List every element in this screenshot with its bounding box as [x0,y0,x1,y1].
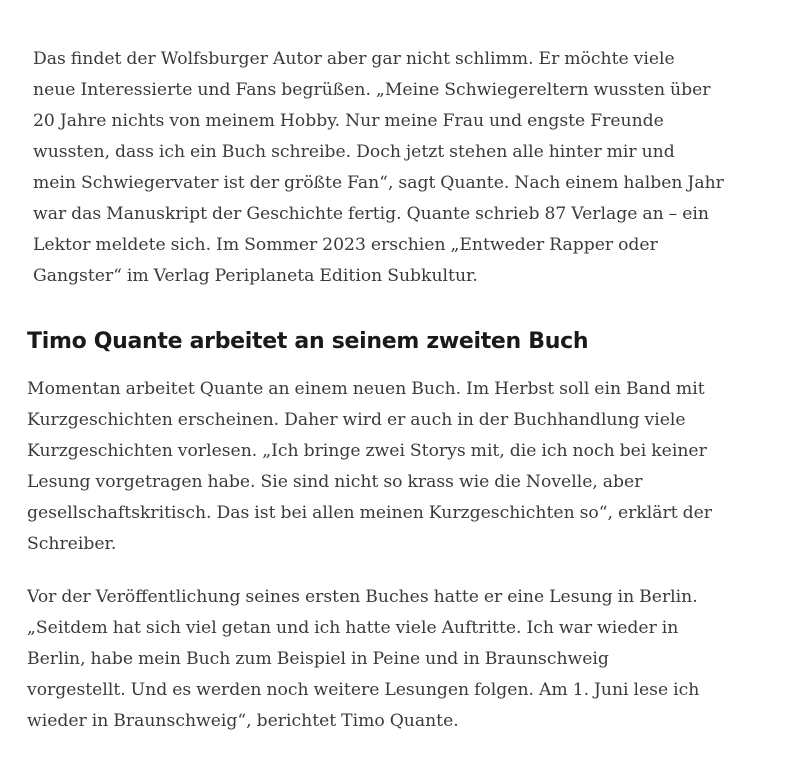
text-line: Kurzgeschichten erscheinen. Daher wird er auch in der Buchhandlung viele [27,410,686,430]
section-heading: Timo Quante arbeitet an seinem zweiten Buch [27,329,589,354]
article-paragraph-2 [27,374,762,560]
text-line: Kurzgeschichten vorlesen. „Ich bringe zwei Storys mit, die ich noch bei keiner [27,441,707,461]
text-line: Lesung vorgetragen habe. Sie sind nicht so krass wie die Novelle, aber [27,472,643,492]
text-line: Momentan arbeitet Quante an einem neuen Buch. Im Herbst soll ein Band mit [27,379,705,399]
text-line: wieder in Braunschweig“, berichtet Timo Quante. [27,711,459,731]
text-line: Berlin, habe mein Buch zum Beispiel in Peine und in Braunschweig [27,649,609,669]
text-line: mein Schwiegervater ist der größte Fan“, sagt Quante. Nach einem halben Jahr [33,173,724,193]
text-line: Schreiber. [27,534,117,554]
text-line: 20 Jahre nichts von meinem Hobby. Nur meine Frau und engste Freunde [33,111,664,131]
text-line: Vor der Veröffentlichung seines ersten Buches hatte er eine Lesung in Berlin. [27,587,698,607]
text-line: war das Manuskript der Geschichte fertig. Quante schrieb 87 Verlage an – ein [33,204,709,224]
article-paragraph-3 [27,582,762,737]
text-line: vorgestellt. Und es werden noch weitere Lesungen folgen. Am 1. Juni lese ich [27,680,700,700]
text-line: wussten, dass ich ein Buch schreibe. Doch jetzt stehen alle hinter mir und [33,142,675,162]
text-line: Das findet der Wolfsburger Autor aber gar nicht schlimm. Er möchte viele [33,49,675,69]
text-line: Lektor meldete sich. Im Sommer 2023 erschien „Entweder Rapper oder [33,235,658,255]
text-line: Gangster“ im Verlag Periplaneta Edition Subkultur. [33,266,478,286]
text-line: gesellschaftskritisch. Das ist bei allen meinen Kurzgeschichten so“, erklärt der [27,503,713,523]
text-line: neue Interessierte und Fans begrüßen. „Meine Schwiegereltern wussten über [33,80,711,100]
article-paragraph-1 [33,44,758,292]
text-line: „Seitdem hat sich viel getan und ich hatte viele Auftritte. Ich war wieder in [27,618,679,638]
